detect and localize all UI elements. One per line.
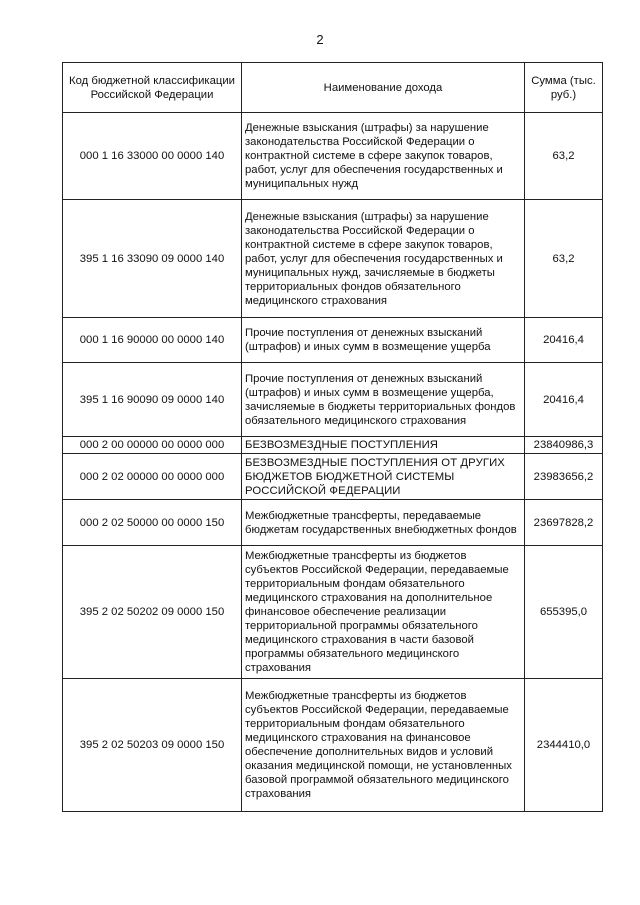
table-row [63, 437, 603, 454]
row-sum: 655395,0 [525, 546, 603, 679]
row-name: Межбюджетные трансферты, передаваемые бюджетам государственных внебюджетных фондов [242, 500, 525, 546]
row-code: 395 1 16 33090 09 0000 140 [63, 200, 242, 318]
row-code: 000 2 02 00000 00 0000 000 [63, 454, 242, 500]
row-sum: 20416,4 [525, 363, 603, 437]
row-sum: 23840986,3 [525, 437, 603, 454]
row-name: БЕЗВОЗМЕЗДНЫЕ ПОСТУПЛЕНИЯ ОТ ДРУГИХ БЮДЖЕТОВ БЮДЖЕТНОЙ СИСТЕМЫ РОССИЙСКОЙ ФЕДЕРАЦИИ [242, 454, 525, 500]
row-code: 395 1 16 90090 09 0000 140 [63, 363, 242, 437]
header-sum: Сумма (тыс. руб.) [525, 63, 603, 113]
page-number: 2 [316, 32, 324, 47]
row-code: 000 2 00 00000 00 0000 000 [63, 437, 242, 454]
table-row [63, 546, 603, 679]
table-row [63, 679, 603, 812]
row-sum: 63,2 [525, 113, 603, 200]
row-name: Межбюджетные трансферты из бюджетов субъектов Российской Федерации, передаваемые территориальным фондам обязательного медицинского страхования на дополнительное финансовое обеспечение реализации территориальной программы обязательного медицинского страхования в части базовой программы обязательного медицинского страхования [242, 546, 525, 679]
table-row [63, 200, 603, 318]
row-sum: 63,2 [525, 200, 603, 318]
table-row [63, 454, 603, 500]
row-name: Межбюджетные трансферты из бюджетов субъектов Российской Федерации, передаваемые территориальным фондам обязательного медицинского страхования на финансовое обеспечение дополнительных видов и условий оказания медицинской помощи, не установленных базовой программой обязательного медицинского страхования [242, 679, 525, 812]
table-body [63, 113, 603, 812]
row-name: Прочие поступления от денежных взысканий (штрафов) и иных сумм в возмещение ущерба, зачисляемые в бюджеты территориальных фондов обязательного медицинского страхования [242, 363, 525, 437]
row-name: БЕЗВОЗМЕЗДНЫЕ ПОСТУПЛЕНИЯ [242, 437, 525, 454]
row-code: 000 1 16 90000 00 0000 140 [63, 318, 242, 363]
row-code: 395 2 02 50203 09 0000 150 [63, 679, 242, 812]
table-row [63, 363, 603, 437]
row-code: 395 2 02 50202 09 0000 150 [63, 546, 242, 679]
row-sum: 20416,4 [525, 318, 603, 363]
row-sum: 23697828,2 [525, 500, 603, 546]
row-name: Денежные взыскания (штрафы) за нарушение законодательства Российской Федерации о контрактной системе в сфере закупок товаров, работ, услуг для обеспечения государственных и муниципальных нужд, зачисляемые в бюджеты территориальных фондов обязательного медицинского страхования [242, 200, 525, 318]
table-row [63, 500, 603, 546]
table-row [63, 113, 603, 200]
row-name: Денежные взыскания (штрафы) за нарушение законодательства Российской Федерации о контрактной системе в сфере закупок товаров, работ, услуг для обеспечения государственных и муниципальных нужд [242, 113, 525, 200]
table-header-row [63, 63, 603, 113]
table-row [63, 318, 603, 363]
row-code: 000 2 02 50000 00 0000 150 [63, 500, 242, 546]
header-code: Код бюджетной классификации Российской Федерации [63, 63, 242, 113]
row-code: 000 1 16 33000 00 0000 140 [63, 113, 242, 200]
row-name: Прочие поступления от денежных взысканий (штрафов) и иных сумм в возмещение ущерба [242, 318, 525, 363]
row-sum: 2344410,0 [525, 679, 603, 812]
row-sum: 23983656,2 [525, 454, 603, 500]
header-name: Наименование дохода [242, 63, 525, 113]
budget-income-table [62, 62, 603, 812]
